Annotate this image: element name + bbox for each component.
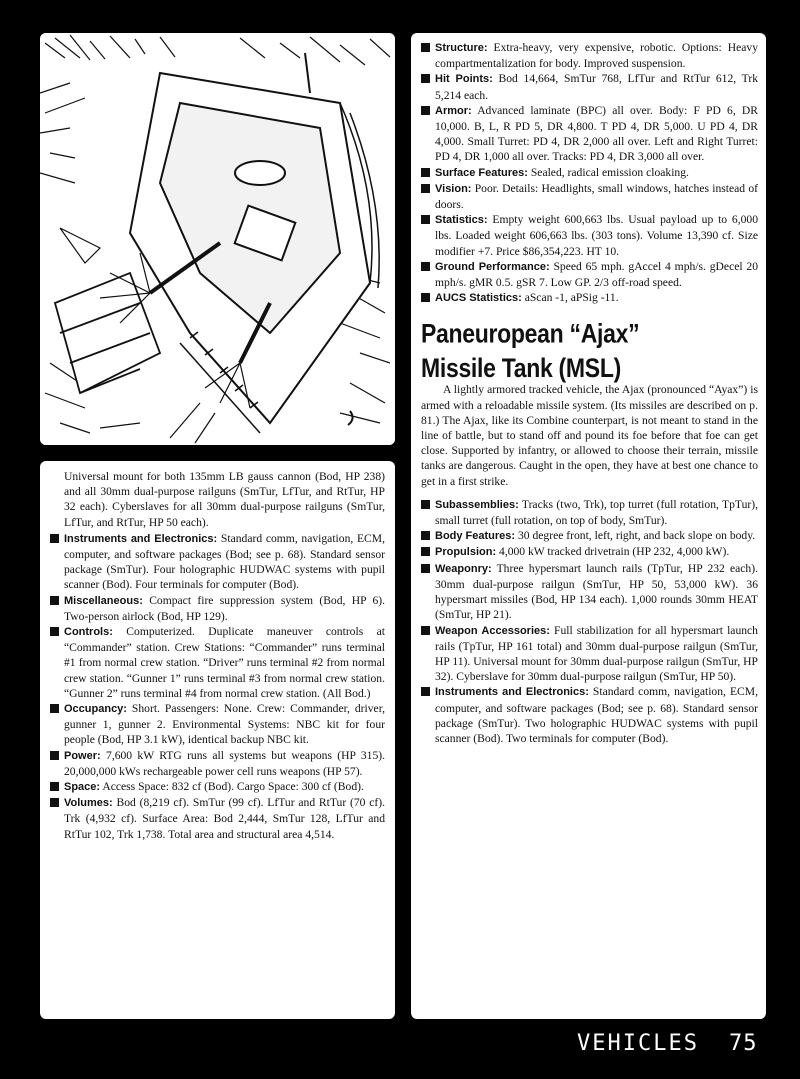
entry-text: aScan -1, aPSig -11. (524, 291, 619, 305)
right-entry-list-bottom (421, 497, 758, 746)
bullet-icon (421, 531, 430, 540)
entry-text: Three hypersmart launch rails (TpTur, HP 232 each). 30mm dual-purpose railgun (SmTur, HP 50, 53,000 kW). 36 hypersmart missiles (Bod, HP 134 each). 1,000 rounds 30mm HEAT (SmTur, HP 21). (435, 561, 758, 622)
entry-label: AUCS Statistics: (435, 292, 522, 305)
entry-label: Structure: (435, 42, 488, 54)
entry-label: Subassemblies: (435, 498, 519, 511)
spec-entry (421, 40, 758, 71)
spec-entry (50, 701, 385, 748)
bullet-icon (421, 293, 430, 302)
entry-text: Access Space: 832 cf (Bod). Cargo Space: 300 cf (Bod). (102, 780, 364, 794)
spec-entry (421, 497, 758, 528)
bullet-icon (50, 704, 59, 713)
spec-entry (50, 593, 385, 624)
spec-entry (421, 165, 758, 181)
spec-entry (421, 71, 758, 102)
entry-label: Controls: (64, 626, 113, 639)
entry-text: Empty weight 600,663 lbs. Usual payload up to 6,000 lbs. Loaded weight 606,663 lbs. (303 tons). Volume 13,390 cf. Size modifier +7. Price $86,354,223. HT 10. (435, 213, 758, 258)
tank-drawing (40, 33, 395, 445)
entry-text: Computerized. Duplicate maneuver controls at “Commander” station. Crew Stations: “Commander” runs terminal #1 from normal crew station. “Driver” runs terminal #2 from normal crew station. “Gunner 1” runs terminal #3 from normal crew station. “Gunner 2” runs terminal #4 from normal crew station. (All Bod.) (64, 625, 385, 700)
entry-label: Propulsion: (435, 546, 497, 559)
entry-text: Tracks (two, Trk), top turret (full rotation, TpTur), small turret (full rotation, on top of body, SmTur). (435, 497, 758, 528)
right-text-column (411, 33, 766, 1019)
bullet-icon (421, 547, 430, 556)
entry-label: Occupancy: (64, 703, 127, 716)
spec-entry (50, 795, 385, 842)
entry-label: Ground Performance: (435, 260, 550, 273)
title-line-2: Missile Tank (MSL) (421, 353, 621, 384)
entry-label: Power: (64, 749, 101, 762)
bullet-icon (421, 215, 430, 224)
bullet-icon (421, 262, 430, 271)
entry-text: 7,600 kW RTG runs all systems but weapons (HP 315). 20,000,000 kWs rechargeable power cell runs weapons (HP 57). (64, 748, 386, 778)
bullet-icon (421, 500, 430, 509)
spec-entry (421, 684, 758, 746)
entry-text: 30 degree front, left, right, and back slope on body. (517, 529, 756, 543)
left-text-column (40, 461, 395, 1019)
spec-entry (50, 531, 385, 593)
spec-entry (421, 544, 758, 560)
entry-label: Space: (64, 781, 101, 794)
entry-label: Statistics: (435, 214, 488, 227)
bullet-icon (421, 43, 430, 52)
spec-entry (421, 623, 758, 685)
spec-entry (421, 181, 758, 212)
entry-label: Volumes: (64, 797, 113, 810)
left-entry-list (50, 531, 385, 842)
bullet-icon (50, 751, 59, 760)
spec-entry (421, 528, 758, 544)
bullet-icon (50, 627, 59, 636)
entry-label: Body Features: (435, 530, 516, 543)
continued-paragraph: Universal mount for both 135mm LB gauss cannon (Bod, HP 238) and all 30mm dual-purpose railguns (SmTur, LfTur, and RtTur, HP 32 each). Cyberslaves for all 30mm dual-purpose railguns (SmTur, LfTur, and RtTur, HP 50 each). (64, 470, 385, 529)
entry-label: Vision: (435, 182, 472, 195)
bullet-icon (421, 106, 430, 115)
page-number: 75 (729, 1031, 758, 1056)
right-entry-list-top (421, 40, 758, 306)
bullet-icon (421, 74, 430, 83)
entry-text: Advanced laminate (BPC) all over. Body: F PD 6, DR 10,000. B, L, R PD 5, DR 4,800. T PD 4, DR 5,000. U PD 4, DR 4,000. Small Turret: PD 4, DR 2,000 all over. Left and Right Turret: PD 4, DR 1,000 all over. Tracks: PD 4, DR 3,000 all over. (435, 103, 758, 164)
entry-text: Full stabilization for all hypersmart launch rails (TpTur, HP 161 total) and 30mm dual-purpose railgun (SmTur, HP 11). Universal mount for 30mm dual-purpose railgun (SmTur, HP 32). Cyberslave for 30mm dual-purpose railgun (SmTur, HP 50). (435, 623, 758, 684)
bullet-icon (421, 168, 430, 177)
entry-label: Instruments and Electronics: (64, 532, 218, 545)
bullet-icon (421, 184, 430, 193)
spec-entry (50, 624, 385, 701)
entry-text: Extra-heavy, very expensive, robotic. Options: Heavy compartmentalization for body. Improved suspension. (435, 41, 758, 71)
spec-entry (421, 290, 758, 306)
entry-label: Hit Points: (435, 73, 493, 86)
bullet-icon (50, 596, 59, 605)
spec-entry (421, 561, 758, 623)
bullet-icon (421, 626, 430, 635)
title-line-1: Paneuropean “Ajax” (421, 318, 640, 349)
entry-text: Standard comm, navigation, ECM, computer, and software packages (Bod; see p. 68). Standard sensor package (SmTur). Two holographic HUDWAC systems with pupil scanner (Bod). Two terminals for computer (Bod). (435, 685, 758, 745)
entry-text: Standard comm, navigation, ECM, computer, and software packages (Bod; see p. 68). Standard sensor package (SmTur). Four holographic HUDWAC systems with pupil scanner (Bod). Four terminals for computer (Bod). (64, 531, 385, 592)
footer-section-label: VEHICLES (577, 1031, 699, 1056)
entry-text: Speed 65 mph. gAccel 4 mph/s. gDecel 20 mph/s. gMR 0.5. gSR 7. Low GP. 2/3 off-road speed. (435, 259, 758, 290)
entry-text: 4,000 kW tracked drivetrain (HP 232, 4,000 kW). (499, 545, 730, 559)
entry-label: Weapon Accessories: (435, 624, 550, 637)
entry-label: Weaponry: (435, 562, 492, 575)
intro-paragraph: A lightly armored tracked vehicle, the Ajax (pronounced “Ayax”) is armed with a reloadable missile system. (Its missiles are described on p. 81.) The Ajax, like its Combine counterpart, is not meant to stand in the line of battle, but to stand off and pound its foe before that foe can get close. Supported by infantry, or allowed to choose their terrain, missile tanks are dangerous. Caught in the open, they have at best one chance to get in a first strike. (421, 383, 758, 488)
entry-text: Poor. Details: Headlights, small windows, hatches instead of doors. (435, 181, 758, 212)
bullet-icon (50, 782, 59, 791)
bullet-icon (50, 534, 59, 543)
section-title (421, 316, 758, 385)
bullet-icon (50, 798, 59, 807)
bullet-icon (421, 564, 430, 573)
spec-entry (421, 259, 758, 290)
entry-label: Miscellaneous: (64, 594, 143, 607)
entry-label: Armor: (435, 104, 472, 117)
entry-text: Bod 14,664, SmTur 768, LfTur and RtTur 612, Trk 5,214 each. (435, 72, 758, 102)
entry-text: Short. Passengers: None. Crew: Commander, driver, gunner 1, gunner 2. Environmental Systems: NBC kit for four people (Bod, HP 3.1 kW), identical backup NBC kit. (64, 702, 385, 747)
bullet-icon (421, 687, 430, 696)
entry-text: Sealed, radical emission cloaking. (530, 165, 689, 179)
spec-entry (421, 212, 758, 259)
spec-entry (50, 748, 385, 779)
spec-entry (421, 103, 758, 165)
spec-entry (50, 779, 385, 795)
entry-label: Instruments and Electronics: (435, 686, 589, 699)
entry-text: Compact fire suppression system (Bod, HP 6). Two-person airlock (Bod, HP 129). (64, 593, 386, 623)
entry-text: Bod (8,219 cf). SmTur (99 cf). LfTur and RtTur (70 cf). Trk (4,932 cf). Surface Area: Bod 2,444, SmTur 128, LfTur and RtTur 102, Trk 1,738. Total area and structural area 4,514. (64, 796, 385, 841)
entry-label: Surface Features: (435, 166, 528, 179)
tank-illustration (40, 33, 395, 445)
